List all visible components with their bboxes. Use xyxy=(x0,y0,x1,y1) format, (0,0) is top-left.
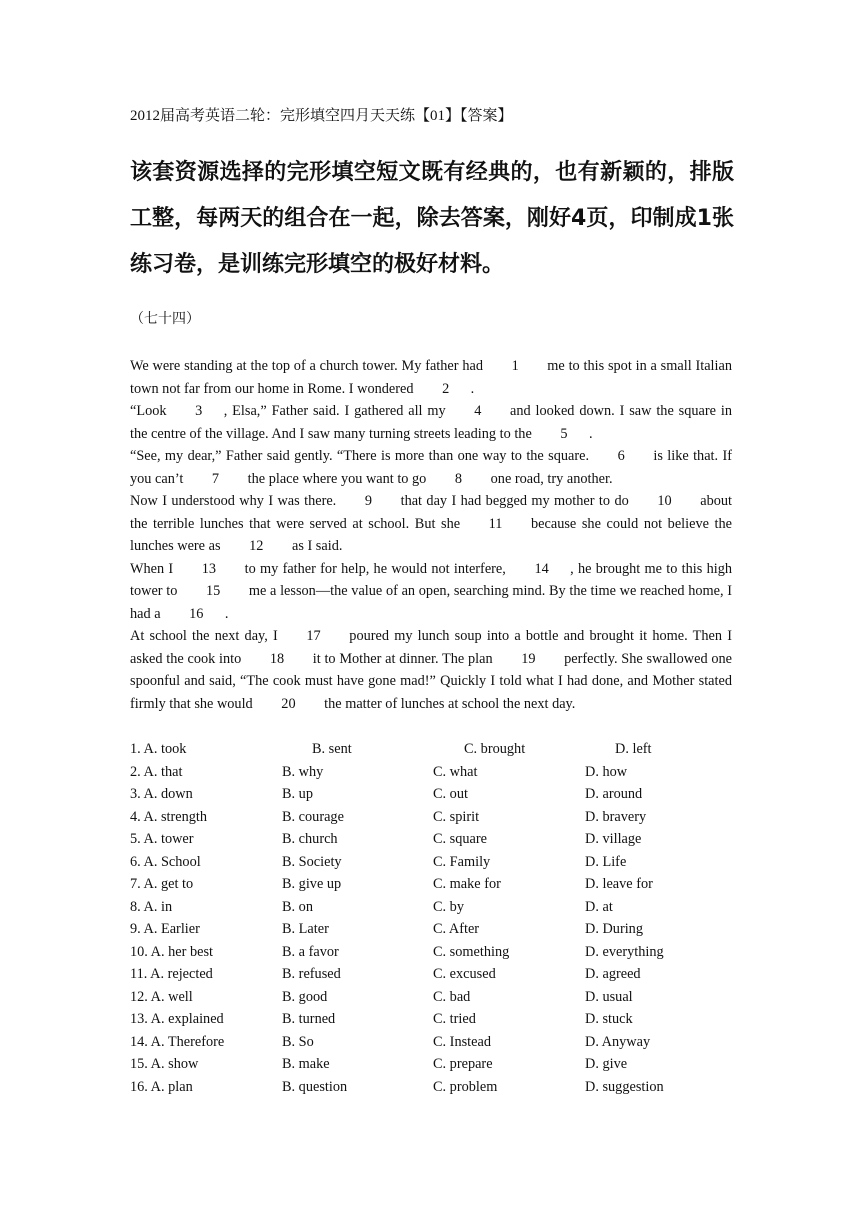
option-c: C. Instead xyxy=(433,1033,491,1050)
question-row xyxy=(130,941,732,964)
option-a: 6. A. School xyxy=(130,853,201,870)
option-c: C. what xyxy=(433,763,478,780)
option-c: C. tried xyxy=(433,1011,476,1027)
option-a: 3. A. down xyxy=(130,786,193,802)
option-c: C. bad xyxy=(433,988,471,1005)
question-row xyxy=(130,1076,732,1099)
option-b: B. good xyxy=(282,988,328,1005)
option-c: C. brought xyxy=(464,741,526,757)
option-d: D. stuck xyxy=(585,1011,633,1027)
option-b: B. why xyxy=(282,763,324,780)
option-b: B. So xyxy=(282,1033,314,1050)
option-b: B. question xyxy=(282,1078,348,1095)
passage-paragraph: Now I understood why I was there. 9 that day I had begged my mother to do 10 about the terrible lunches that were served at school. But she 11 because she could not believe the lunches were as 12 as I said. xyxy=(130,493,732,554)
passage-paragraph: “Look 3 , Elsa,” Father said. I gathered all my 4 and looked down. I saw the square in the centre of the village. And I saw many turning streets leading to the 5 . xyxy=(130,403,732,442)
option-c: C. problem xyxy=(433,1078,498,1095)
option-a: 2. A. that xyxy=(130,763,183,780)
option-a: 12. A. well xyxy=(130,988,193,1005)
question-row xyxy=(130,1008,732,1031)
option-b: B. turned xyxy=(282,1011,336,1027)
option-b: B. on xyxy=(282,898,313,915)
option-b: B. refused xyxy=(282,966,341,982)
option-a: 15. A. show xyxy=(130,1056,199,1072)
option-b: B. sent xyxy=(312,741,352,757)
option-a: 5. A. tower xyxy=(130,831,194,847)
option-d: D. around xyxy=(585,786,643,802)
question-row xyxy=(130,738,732,761)
option-b: B. give up xyxy=(282,876,342,892)
question-row xyxy=(130,986,732,1009)
option-d: D. left xyxy=(615,741,652,757)
option-d: D. agreed xyxy=(585,966,641,982)
question-row xyxy=(130,761,732,784)
section-label: （七十四） xyxy=(130,312,200,327)
passage-paragraph: At school the next day, I 17 poured my lunch soup into a bottle and brought it home. Then I asked the cook into 18 it to Mother at dinner. The plan 19 perfectly. She swallowed one spoonful and said, “The cook must have gone mad!” Quickly I told what I had done, and Mother stated firmly that she would 20 the matter of lunches at school the next day. xyxy=(130,628,732,712)
option-a: 7. A. get to xyxy=(130,876,194,892)
option-c: C. something xyxy=(433,943,510,960)
option-c: C. Family xyxy=(433,853,491,870)
question-row xyxy=(130,896,732,919)
question-row xyxy=(130,918,732,941)
option-c: C. make for xyxy=(433,876,501,892)
option-c: C. by xyxy=(433,898,464,915)
option-a: 11. A. rejected xyxy=(130,966,213,982)
option-a: 4. A. strength xyxy=(130,808,208,825)
option-d: D. everything xyxy=(585,943,664,960)
option-a: 16. A. plan xyxy=(130,1078,193,1095)
option-d: D. village xyxy=(585,831,642,847)
option-c: C. After xyxy=(433,921,480,937)
option-d: D. usual xyxy=(585,988,633,1005)
answer-options xyxy=(130,738,732,1098)
question-row xyxy=(130,828,732,851)
option-d: D. During xyxy=(585,921,643,937)
option-a: 1. A. took xyxy=(130,741,187,757)
option-a: 14. A. Therefore xyxy=(130,1033,225,1050)
option-d: D. bravery xyxy=(585,808,647,825)
option-d: D. Life xyxy=(585,853,627,870)
option-c: C. spirit xyxy=(433,808,480,825)
option-b: B. up xyxy=(282,786,313,802)
option-b: B. a favor xyxy=(282,943,339,960)
option-a: 10. A. her best xyxy=(130,943,213,960)
option-d: D. how xyxy=(585,763,628,780)
question-row xyxy=(130,1053,732,1076)
passage-paragraph: “See, my dear,” Father said gently. “There is more than one way to the square. 6 is like that. If you can’t 7 the place where you want to go 8 one road, try another. xyxy=(130,448,732,487)
option-b: B. church xyxy=(282,831,338,847)
option-d: D. Anyway xyxy=(585,1033,651,1050)
passage-paragraph: We were standing at the top of a church tower. My father had 1 me to this spot in a small Italian town not far from our home in Rome. I wondered 2 . xyxy=(130,358,732,397)
question-row xyxy=(130,783,732,806)
option-b: B. make xyxy=(282,1056,330,1072)
option-c: C. prepare xyxy=(433,1056,493,1072)
question-row xyxy=(130,1031,732,1054)
cloze-passage xyxy=(130,355,732,715)
option-d: D. at xyxy=(585,898,613,915)
option-a: 8. A. in xyxy=(130,898,173,915)
option-b: B. Later xyxy=(282,921,329,937)
passage-paragraph: When I 13 to my father for help, he would not interfere, 14 , he brought me to this high tower to 15 me a lesson—the value of an open, searching mind. By the time we reached home, I had a 16 . xyxy=(130,560,732,622)
option-c: C. out xyxy=(433,786,468,802)
document-title: 2012届高考英语二轮：完形填空四月天天练【01】【答案】 xyxy=(130,108,513,124)
question-row xyxy=(130,806,732,829)
option-a: 9. A. Earlier xyxy=(130,921,200,937)
option-b: B. courage xyxy=(282,808,344,825)
option-d: D. give xyxy=(585,1056,628,1072)
option-b: B. Society xyxy=(282,853,342,870)
intro-paragraph: 该套资源选择的完形填空短文既有经典的，也有新颖的，排版工整，每两天的组合在一起，除去答案，刚好4页，印制成1张练习卷，是训练完形填空的极好材料。 xyxy=(130,160,734,277)
question-row xyxy=(130,963,732,986)
option-d: D. leave for xyxy=(585,876,653,892)
question-row xyxy=(130,873,732,896)
option-d: D. suggestion xyxy=(585,1078,664,1095)
option-a: 13. A. explained xyxy=(130,1011,224,1027)
question-row xyxy=(130,851,732,874)
option-c: C. square xyxy=(433,831,487,847)
option-c: C. excused xyxy=(433,966,496,982)
